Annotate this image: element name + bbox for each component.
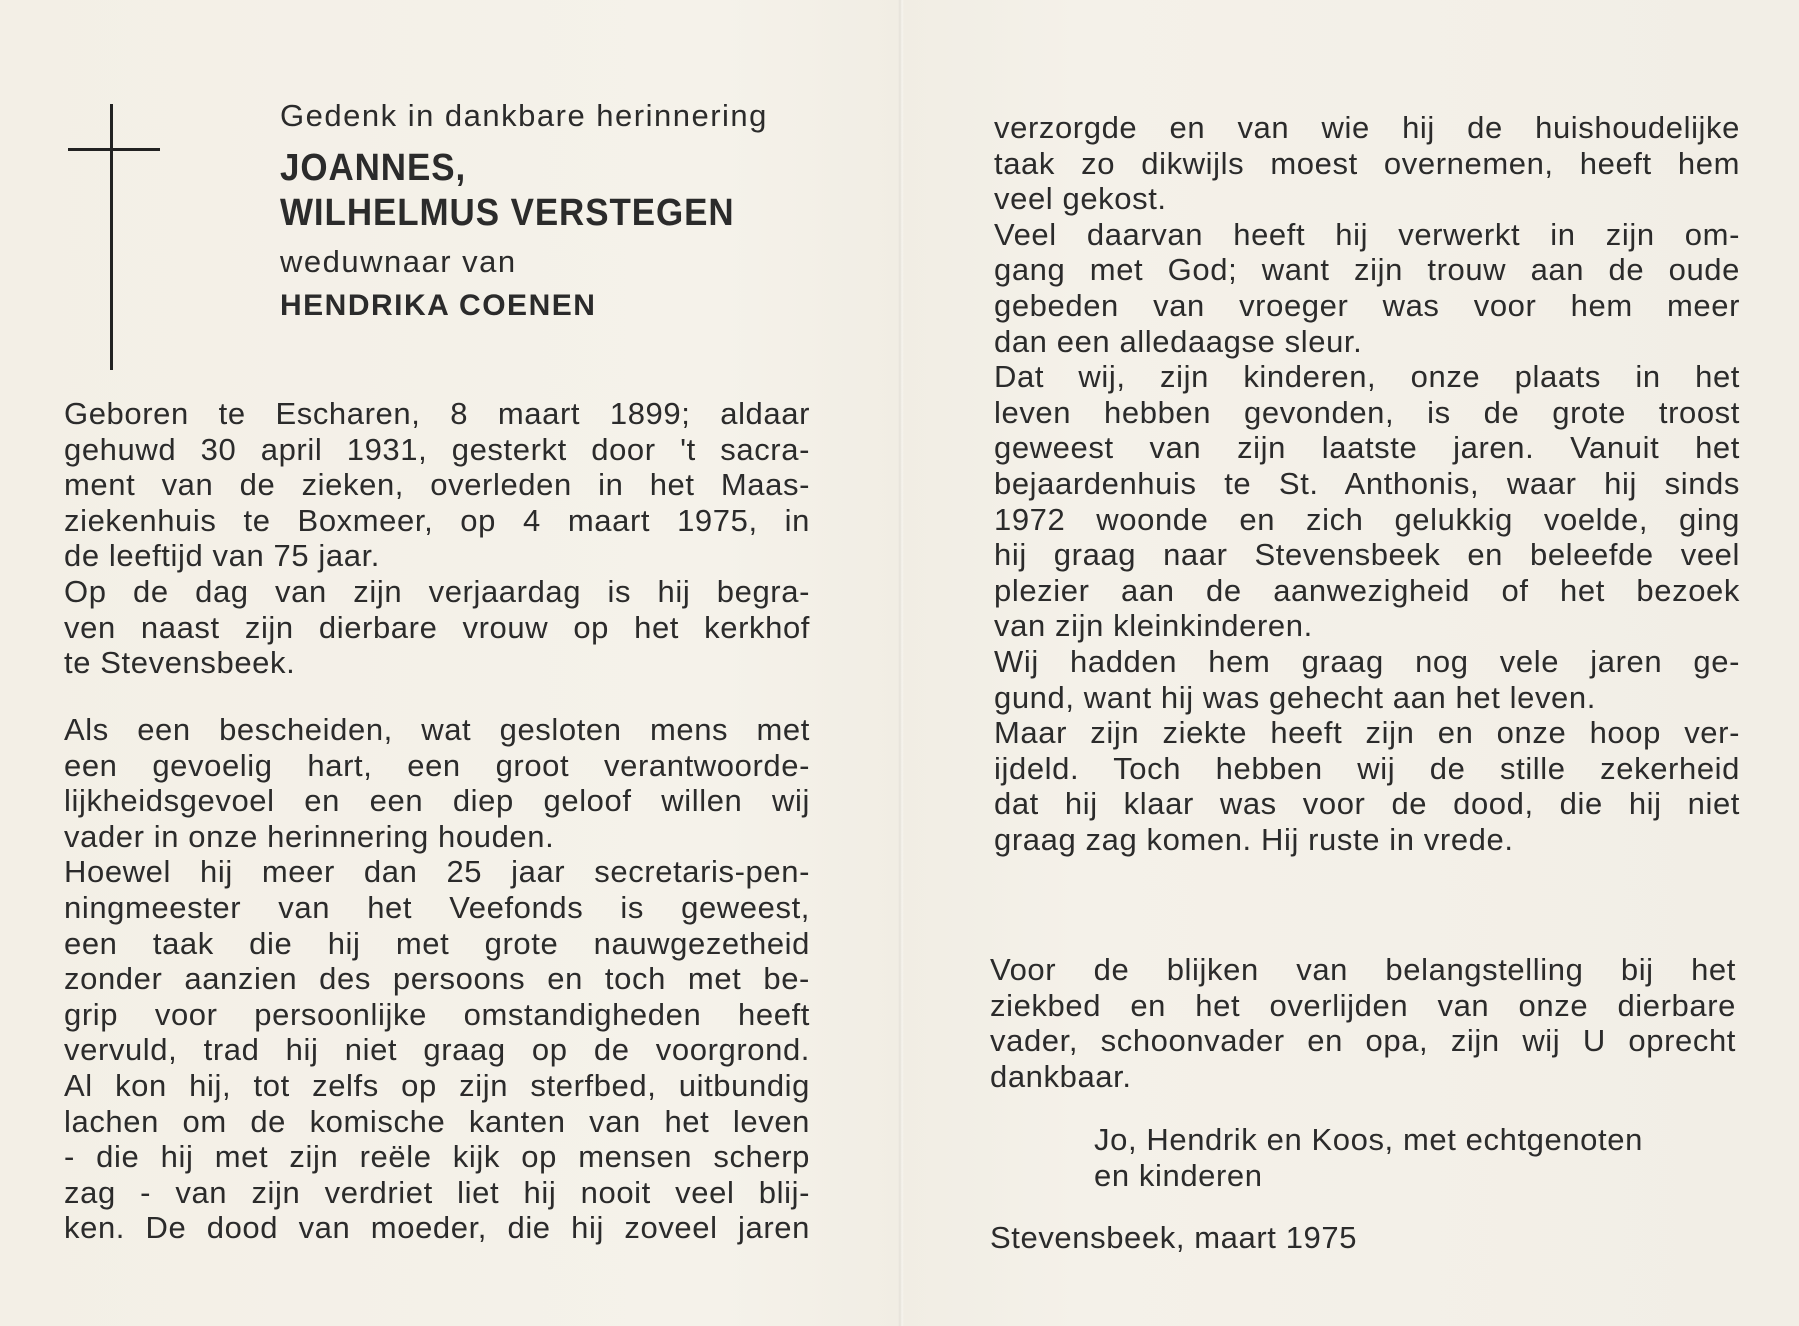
signature-block	[1094, 1122, 1734, 1193]
text-line: Geboren te Escharen, 8 maart 1899; aldaar	[64, 396, 810, 431]
deceased-name-line1: JOANNES,	[280, 147, 467, 189]
text-line: ziekbed en het overlijden van onze dierbare	[990, 987, 1736, 1023]
text-line: ningmeester van het Veefonds is geweest,	[64, 889, 810, 925]
text-line: lachen om de komische kanten van het leven	[64, 1103, 810, 1139]
text-line: een taak die hij met grote nauwgezetheid	[64, 925, 810, 961]
left-text-block-2	[64, 712, 810, 1246]
text-line: zonder aanzien des persoons en toch met be-	[64, 961, 810, 997]
text-line: vader, schoonvader en opa, zijn wij U oprecht	[990, 1023, 1736, 1059]
cross-icon-horizontal	[68, 148, 160, 151]
relation-line: weduwnaar van	[280, 244, 517, 279]
text-line: vervuld, trad hij niet graag op de voorgrond.	[64, 1032, 810, 1068]
intro-line: Gedenk in dankbare herinnering	[280, 98, 768, 133]
text-line: Als een bescheiden, wat gesloten mens met	[64, 712, 810, 747]
text-line: plezier aan de aanwezigheid of het bezoek	[994, 572, 1740, 608]
place-date: Stevensbeek, maart 1975	[990, 1220, 1358, 1255]
deceased-name-line2: WILHELMUS VERSTEGEN	[280, 192, 735, 234]
text-line: grip voor persoonlijke omstandigheden heeft	[64, 996, 810, 1032]
text-line: veel gekost.	[994, 181, 1167, 217]
text-line: Wij hadden hem graag nog vele jaren ge-	[994, 643, 1740, 679]
text-line: - die hij met zijn reële kijk op mensen scherp	[64, 1139, 810, 1175]
text-line: leven hebben gevonden, is de grote troost	[994, 394, 1740, 430]
text-line: ijdeld. Toch hebben wij de stille zekerheid	[994, 750, 1740, 786]
text-line: Hoewel hij meer dan 25 jaar secretaris-pen-	[64, 854, 810, 890]
cross-icon-vertical	[110, 104, 113, 370]
card-fold	[898, 0, 904, 1326]
text-line: graag zag komen. Hij ruste in vrede.	[994, 821, 1514, 857]
text-line: zag - van zijn verdriet liet hij nooit veel blij-	[64, 1174, 810, 1210]
text-line: 1972 woonde en zich gelukkig voelde, ging	[994, 501, 1740, 537]
text-line: Dat wij, zijn kinderen, onze plaats in het	[994, 359, 1740, 395]
text-line: lijkheidsgevoel en een diep geloof willen wij	[64, 783, 810, 819]
right-text-block-1	[994, 110, 1740, 857]
text-line: ziekenhuis te Boxmeer, op 4 maart 1975, in	[64, 502, 810, 538]
text-line: ken. De dood van moeder, die hij zoveel jaren	[64, 1210, 810, 1246]
text-line: Voor de blijken van belangstelling bij het	[990, 952, 1736, 987]
text-line: gang met God; want zijn trouw aan de oude	[994, 252, 1740, 288]
text-line: te Stevensbeek.	[64, 645, 296, 681]
text-line: vader in onze herinnering houden.	[64, 818, 555, 854]
text-line: Maar zijn ziekte heeft zijn en onze hoop ver-	[994, 715, 1740, 751]
text-line: verzorgde en van wie hij de huishoudelijke	[994, 110, 1740, 145]
text-line: hij graag naar Stevensbeek en beleefde veel	[994, 537, 1740, 573]
memorial-header	[280, 96, 840, 326]
spouse-name: HENDRIKA COENEN	[280, 289, 597, 322]
text-line: bejaardenhuis te St. Anthonis, waar hij sinds	[994, 465, 1740, 501]
text-line: dan een alledaagse sleur.	[994, 323, 1363, 359]
text-line: dankbaar.	[990, 1058, 1132, 1094]
text-line: dat hij klaar was voor de dood, die hij niet	[994, 786, 1740, 822]
text-line: ven naast zijn dierbare vrouw op het kerkhof	[64, 609, 810, 645]
right-text-block-2	[990, 952, 1736, 1094]
text-line: een gevoelig hart, een groot verantwoorde-	[64, 747, 810, 783]
text-line: Al kon hij, tot zelfs op zijn sterfbed, uitbundig	[64, 1067, 810, 1103]
text-line: gehuwd 30 april 1931, gesterkt door 't sacra-	[64, 431, 810, 467]
text-line: geweest van zijn laatste jaren. Vanuit het	[994, 430, 1740, 466]
text-line: ment van de zieken, overleden in het Maas-	[64, 467, 810, 503]
text-line: Op de dag van zijn verjaardag is hij begra-	[64, 573, 810, 609]
text-line: gebeden van vroeger was voor hem meer	[994, 287, 1740, 323]
text-line: en kinderen	[1094, 1157, 1263, 1193]
text-line: de leeftijd van 75 jaar.	[64, 538, 380, 574]
text-line: Jo, Hendrik en Koos, met echtgenoten	[1094, 1122, 1643, 1157]
left-text-block-1	[64, 396, 810, 681]
text-line: Veel daarvan heeft hij verwerkt in zijn om-	[994, 216, 1740, 252]
text-line: gund, want hij was gehecht aan het leven.	[994, 679, 1596, 715]
text-line: van zijn kleinkinderen.	[994, 608, 1313, 644]
text-line: taak zo dikwijls moest overnemen, heeft hem	[994, 145, 1740, 181]
